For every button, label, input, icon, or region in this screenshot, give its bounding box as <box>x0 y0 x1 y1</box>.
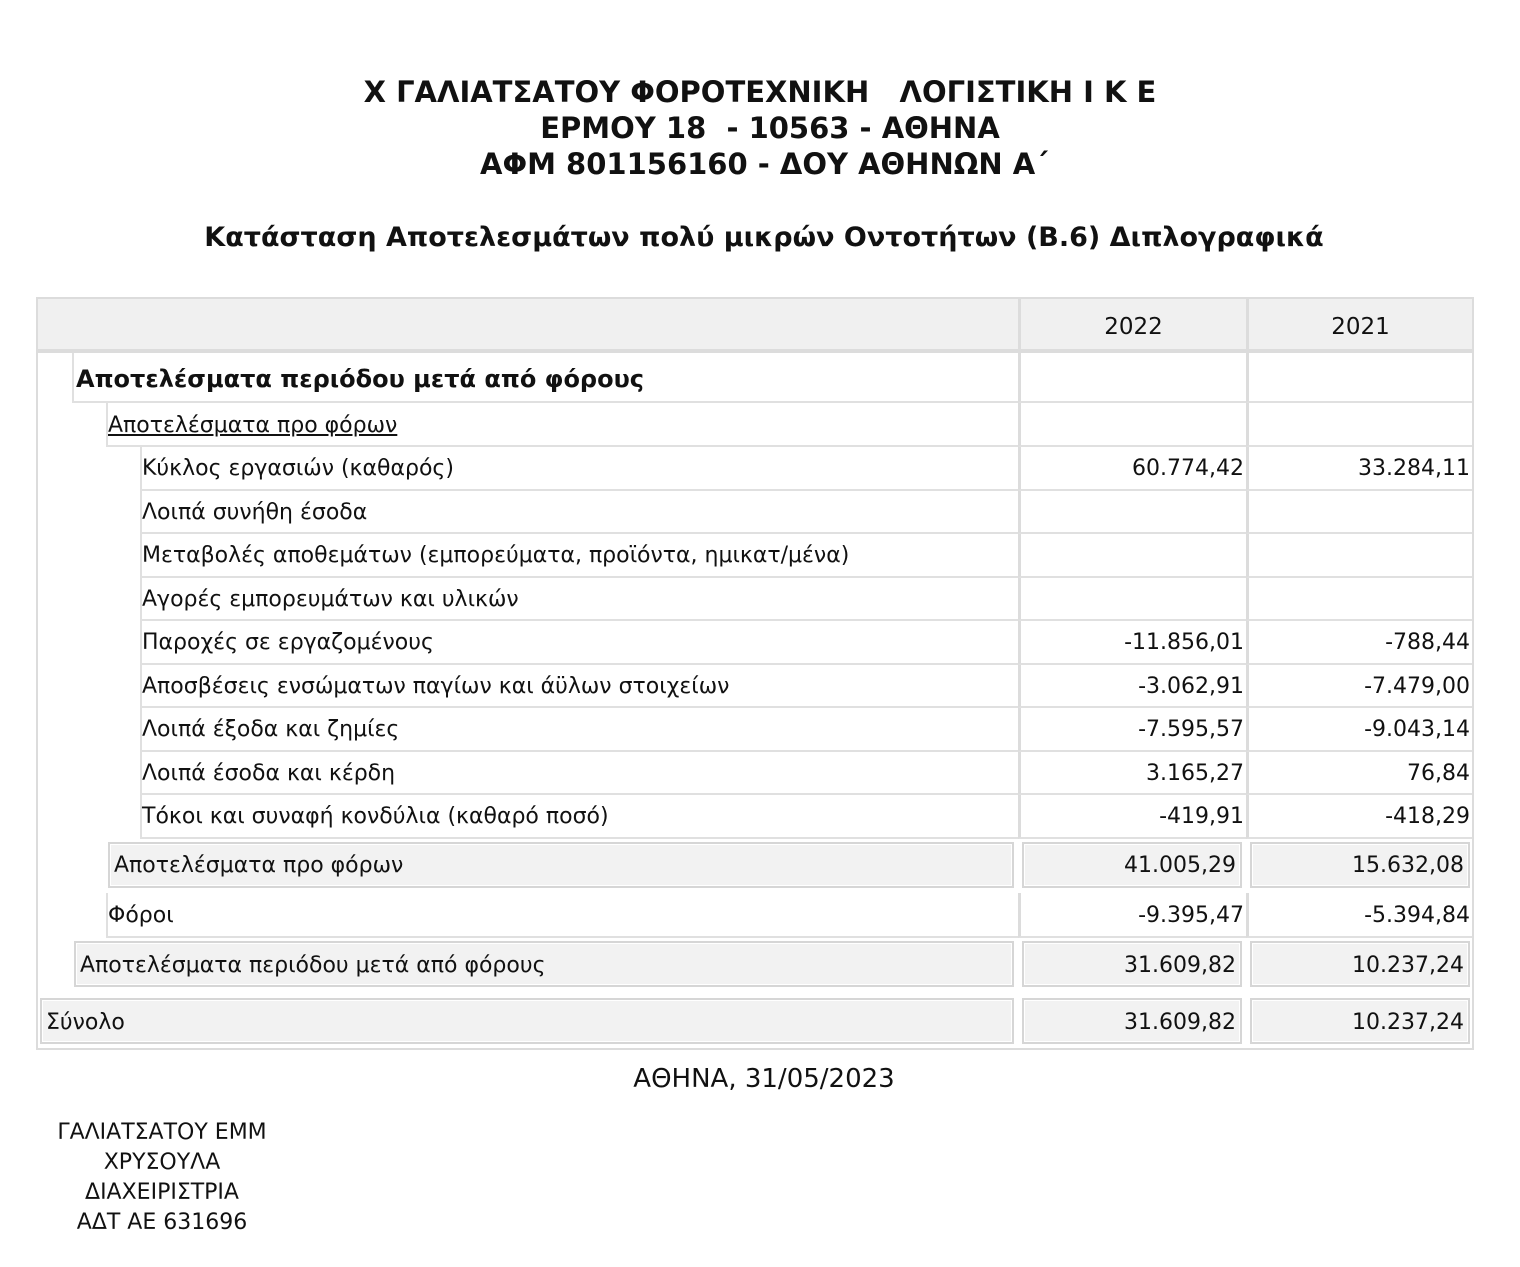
table-row <box>38 534 1472 578</box>
table-row <box>38 795 1472 839</box>
after-tax-total-2022: 31.609,82 <box>1022 941 1242 987</box>
document-title: Κατάσταση Αποτελεσμάτων πολύ μικρών Οντοτήτων (Β.6) Διπλογραφικά <box>204 222 1324 253</box>
item-value-2021 <box>1246 534 1472 578</box>
table-row <box>38 447 1472 491</box>
pretax-total-2021: 15.632,08 <box>1250 842 1470 888</box>
column-header-2021: 2021 <box>1246 299 1472 349</box>
table-row-section <box>38 353 1472 403</box>
item-label: Τόκοι και συναφή κονδύλια (καθαρό ποσό) <box>140 795 1018 839</box>
item-value-2021: -7.479,00 <box>1246 665 1472 709</box>
signatory-id: ΑΔΤ ΑΕ 631696 <box>76 1210 248 1235</box>
signatory-firstname: ΧΡΥΣΟΥΛΑ <box>103 1150 221 1175</box>
section-value-2021 <box>1246 353 1472 403</box>
grand-total-label: Σύνολο <box>40 998 1014 1044</box>
item-value-2022: -419,91 <box>1018 795 1246 839</box>
item-value-2021 <box>1246 578 1472 622</box>
item-value-2022: -7.595,57 <box>1018 708 1246 752</box>
after-tax-total-2021: 10.237,24 <box>1250 941 1470 987</box>
signatory-surname: ΓΑΛΙΑΤΣΑΤΟΥ ΕΜΜ <box>57 1120 267 1145</box>
taxes-label: Φόροι <box>106 893 1018 938</box>
signatory-block <box>28 1118 296 1238</box>
item-value-2021: -9.043,14 <box>1246 708 1472 752</box>
taxes-value-2022: -9.395,47 <box>1018 893 1246 938</box>
company-address: ΕΡΜΟΥ 18 - 10563 - ΑΘΗΝΑ <box>540 111 1000 145</box>
subsection-value-2022 <box>1018 403 1246 447</box>
item-value-2022 <box>1018 578 1246 622</box>
table-header-row <box>38 299 1472 353</box>
item-value-2022: -3.062,91 <box>1018 665 1246 709</box>
table-row <box>38 621 1472 665</box>
subsection-title <box>106 403 1018 447</box>
item-value-2021: -788,44 <box>1246 621 1472 665</box>
income-statement-table <box>36 297 1474 1050</box>
table-row-taxes <box>38 893 1472 938</box>
pretax-total-2022: 41.005,29 <box>1022 842 1242 888</box>
item-value-2021: 33.284,11 <box>1246 447 1472 491</box>
subsection-title-text: Αποτελέσματα προ φόρων <box>108 413 398 438</box>
taxes-value-2021: -5.394,84 <box>1246 893 1472 938</box>
after-tax-total-label: Αποτελέσματα περιόδου μετά από φόρους <box>74 941 1014 987</box>
table-row <box>38 491 1472 535</box>
item-value-2022 <box>1018 491 1246 535</box>
item-label: Αγορές εμπορευμάτων και υλικών <box>140 578 1018 622</box>
table-row-grand-total <box>38 995 1472 1049</box>
item-label: Αποσβέσεις ενσώματων παγίων και άϋλων στοιχείων <box>140 665 1018 709</box>
table-row <box>38 708 1472 752</box>
table-row <box>38 752 1472 796</box>
item-label: Λοιπά συνήθη έσοδα <box>140 491 1018 535</box>
section-value-2022 <box>1018 353 1246 403</box>
item-value-2022: -11.856,01 <box>1018 621 1246 665</box>
item-label: Κύκλος εργασιών (καθαρός) <box>140 447 1018 491</box>
item-value-2021: 76,84 <box>1246 752 1472 796</box>
table-row <box>38 665 1472 709</box>
item-label: Λοιπά έσοδα και κέρδη <box>140 752 1018 796</box>
table-row-after-tax-total <box>38 938 1472 994</box>
item-label: Μεταβολές αποθεμάτων (εμπορεύματα, προϊόντα, ημικατ/μένα) <box>140 534 1018 578</box>
item-value-2022: 3.165,27 <box>1018 752 1246 796</box>
place-and-date: ΑΘΗΝΑ, 31/05/2023 <box>633 1064 895 1094</box>
table-row-subsection <box>38 403 1472 447</box>
item-value-2021 <box>1246 491 1472 535</box>
section-title: Αποτελέσματα περιόδου μετά από φόρους <box>72 353 1018 403</box>
item-label: Παροχές σε εργαζομένους <box>140 621 1018 665</box>
subsection-value-2021 <box>1246 403 1472 447</box>
company-tax-id: ΑΦΜ 801156160 - ΔΟΥ ΑΘΗΝΩΝ Α΄ <box>480 147 1048 181</box>
signatory-role: ΔΙΑΧΕΙΡΙΣΤΡΙΑ <box>85 1180 239 1205</box>
item-value-2022: 60.774,42 <box>1018 447 1246 491</box>
company-header <box>0 74 1520 182</box>
grand-total-2021: 10.237,24 <box>1250 998 1470 1044</box>
column-header-2022: 2022 <box>1018 299 1246 349</box>
item-label: Λοιπά έξοδα και ζημίες <box>140 708 1018 752</box>
item-value-2022 <box>1018 534 1246 578</box>
pretax-total-label: Αποτελέσματα προ φόρων <box>108 842 1014 888</box>
company-name: Χ ΓΑΛΙΑΤΣΑΤΟΥ ΦΟΡΟΤΕΧΝΙΚΗ ΛΟΓΙΣΤΙΚΗ Ι Κ Ε <box>363 75 1157 109</box>
table-row <box>38 578 1472 622</box>
item-value-2021: -418,29 <box>1246 795 1472 839</box>
table-row-pretax-total <box>38 839 1472 893</box>
grand-total-2022: 31.609,82 <box>1022 998 1242 1044</box>
